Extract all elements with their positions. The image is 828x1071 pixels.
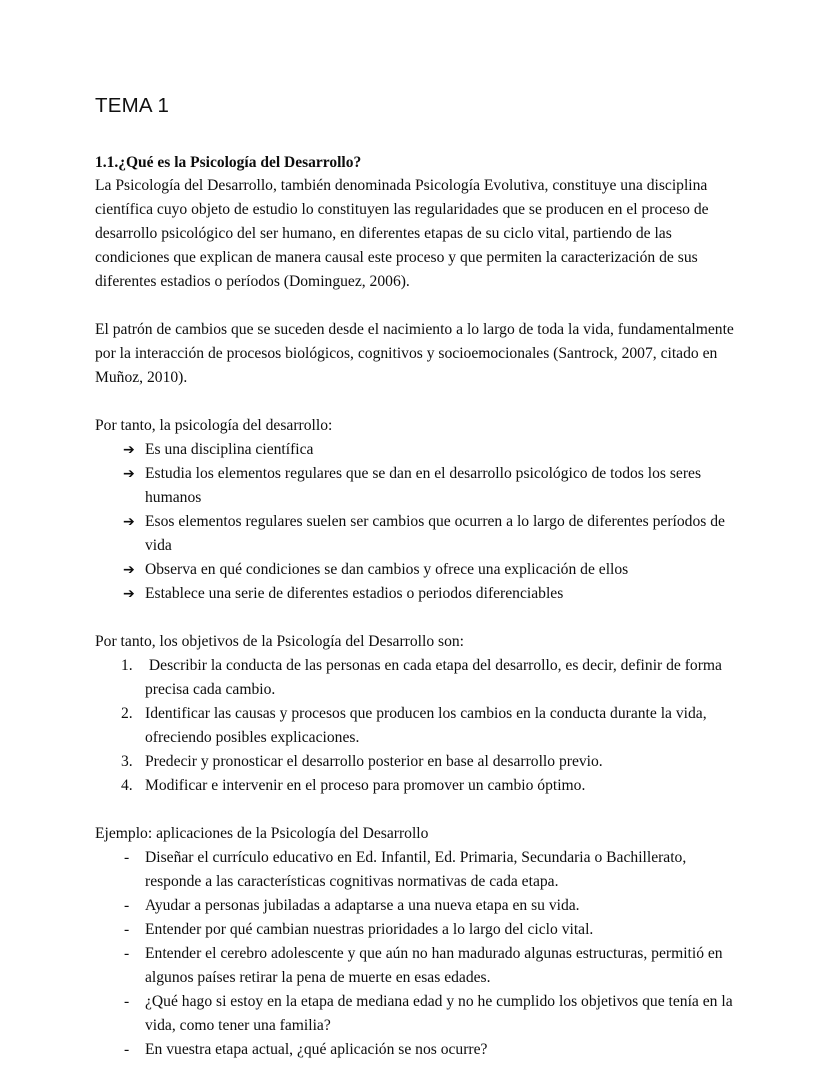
dash-bullet-icon: - [124,897,130,914]
list-item-label: En vuestra etapa actual, ¿qué aplicación se nos ocurre? [145,1041,488,1058]
list-item-label: Describir la conducta de las personas en cada etapa del desarrollo, es decir, definir de forma precisa cada cambio. [145,657,726,698]
paragraph-spacer [95,798,745,822]
list-item [95,462,745,510]
paragraph-spacer [95,390,745,414]
list-number: 1. [121,657,133,674]
list-item-label: Estudia los elementos regulares que se dan en el desarrollo psicológico de todos los seres humanos [145,465,705,506]
arrow-list [95,438,745,606]
list-number: 2. [121,705,133,722]
list-item-label: Observa en qué condiciones se dan cambios y ofrece una explicación de ellos [145,561,629,578]
dash-bullet-icon: - [124,993,130,1010]
paragraph-spacer [95,294,745,318]
list-item [95,918,745,942]
paragraph-definition: La Psicología del Desarrollo, también denominada Psicología Evolutiva, constituye una disciplina científica cuyo objeto de estudio lo constituyen las regularidades que se producen en el proceso de desarrollo psicológico del ser humano, en diferentes etapas de su ciclo vital, partiendo de las condiciones que explican de manera causal este proceso y que permiten la caracterización de sus diferentes estadios o períodos (Dominguez, 2006). [95,177,709,290]
list-item-label: Identificar las causas y procesos que producen los cambios en la conducta durante la vida, ofreciendo posibles explicaciones. [145,705,711,746]
list-item-label: Diseñar el currículo educativo en Ed. Infantil, Ed. Primaria, Secundaria o Bachillerato, responde a las características cognitivas normativas de cada etapa. [145,849,691,890]
list-item [95,990,745,1038]
section-heading: 1.1.¿Qué es la Psicología del Desarrollo? [95,154,362,171]
list-item [95,582,745,606]
arrow-list-intro: Por tanto, la psicología del desarrollo: [95,417,333,434]
list-item [95,894,745,918]
list-number: 4. [121,777,133,794]
list-item-label: Ayudar a personas jubiladas a adaptarse a una nueva etapa en su vida. [145,897,580,914]
example-intro: Ejemplo: aplicaciones de la Psicología del Desarrollo [95,825,429,842]
applications-list [95,846,745,1062]
numbered-list-intro: Por tanto, los objetivos de la Psicología del Desarrollo son: [95,633,465,650]
paragraph-spacer [95,606,745,630]
list-item [95,702,745,750]
page-title: TEMA 1 [95,94,170,117]
list-item [95,654,745,702]
arrow-bullet-icon: ➔ [123,586,135,602]
list-item-label: ¿Qué hago si estoy en la etapa de mediana edad y no he cumplido los objetivos que tenía en la vida, como tener una familia? [145,993,737,1034]
list-number: 3. [121,753,133,770]
list-item [95,1038,745,1062]
list-item-label: Modificar e intervenir en el proceso para promover un cambio óptimo. [145,777,586,794]
arrow-bullet-icon: ➔ [123,466,135,482]
list-item [95,774,745,798]
list-item-label: Esos elementos regulares suelen ser cambios que ocurren a lo largo de diferentes períodos de vida [145,513,729,554]
list-item-label: Entender el cerebro adolescente y que aún no han madurado algunas estructuras, permitió en algunos países retirar la pena de muerte en esas edades. [145,945,727,986]
document-content [95,93,745,1062]
objectives-list [95,654,745,798]
dash-bullet-icon: - [124,921,130,938]
list-item [95,510,745,558]
arrow-bullet-icon: ➔ [123,442,135,458]
list-item [95,942,745,990]
dash-bullet-icon: - [124,945,130,962]
list-item [95,750,745,774]
list-item-label: Establece una serie de diferentes estadios o periodos diferenciables [145,585,564,602]
arrow-bullet-icon: ➔ [123,514,135,530]
paragraph-pattern-of-change: El patrón de cambios que se suceden desde el nacimiento a lo largo de toda la vida, fundamentalmente por la interacción de procesos biológicos, cognitivos y socioemocionales (Santrock, 2007, citado en Muñoz, 2010). [95,321,734,386]
list-item-label: Entender por qué cambian nuestras prioridades a lo largo del ciclo vital. [145,921,594,938]
dash-bullet-icon: - [124,1041,130,1058]
list-item [95,558,745,582]
list-item [95,846,745,894]
dash-bullet-icon: - [124,849,130,866]
list-item-label: Predecir y pronosticar el desarrollo posterior en base al desarrollo previo. [145,753,603,770]
arrow-bullet-icon: ➔ [123,562,135,578]
list-item [95,438,745,462]
list-item-label: Es una disciplina científica [145,441,314,458]
